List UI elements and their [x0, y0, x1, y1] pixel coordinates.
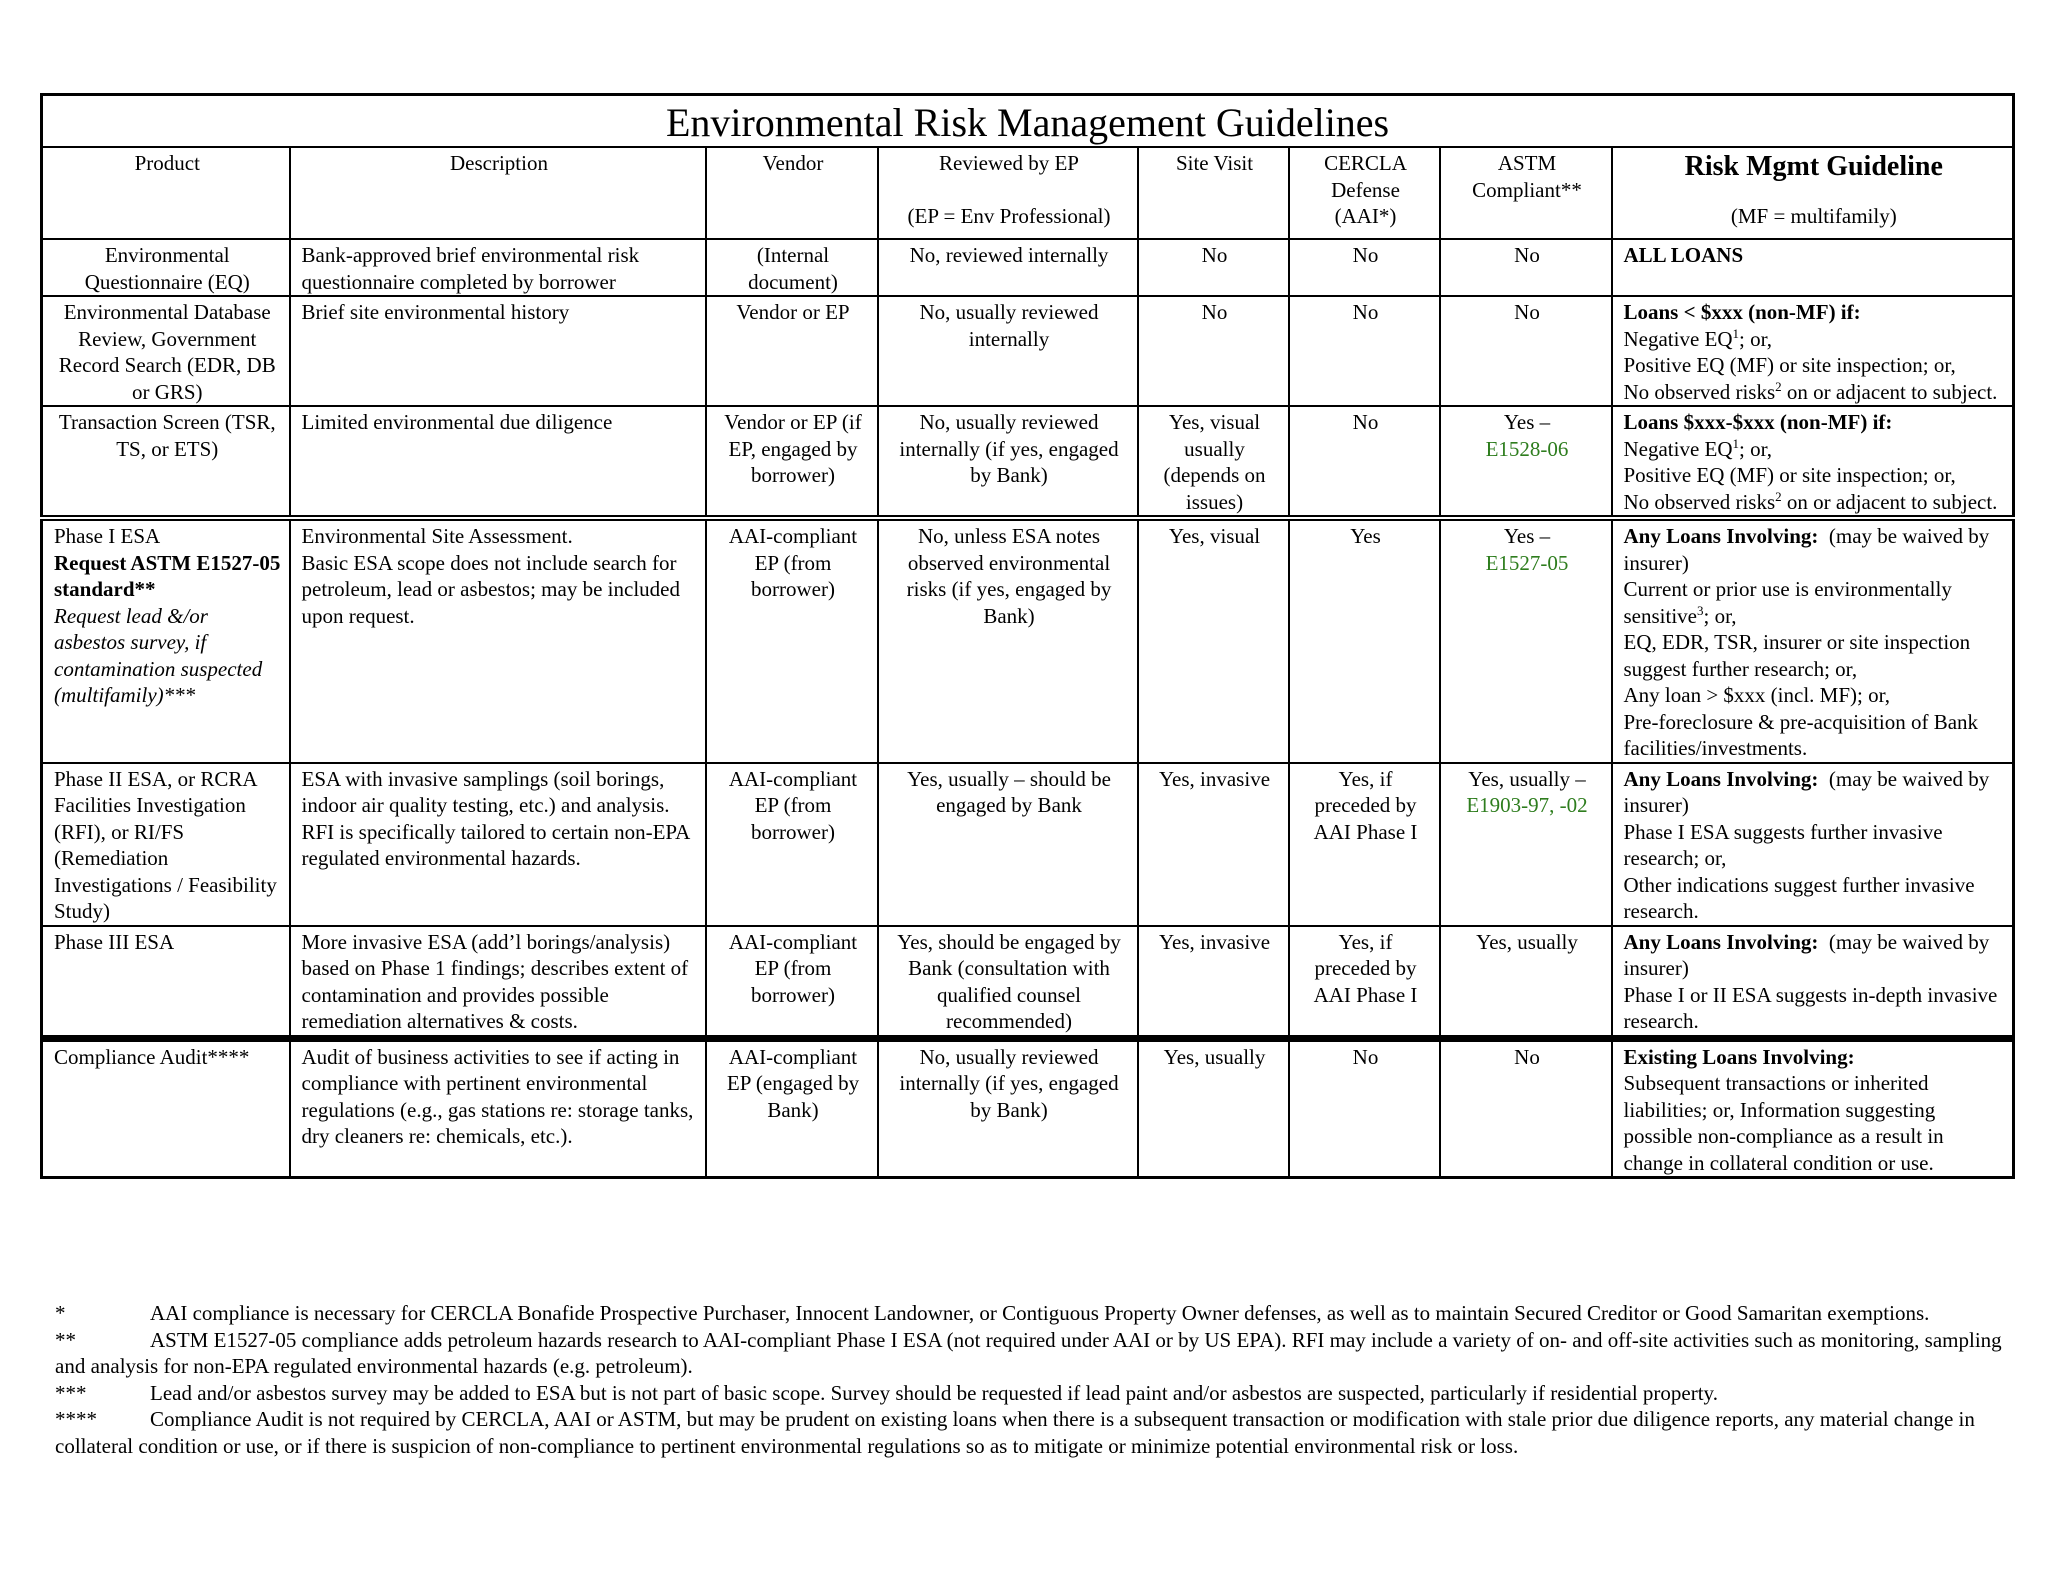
product-cell: Environmental Questionnaire (EQ) [42, 239, 290, 296]
description-cell: Brief site environmental history [290, 296, 706, 406]
footnote-mark: *** [55, 1380, 87, 1405]
table-row [42, 296, 2014, 406]
astm-cell: Yes – E1528-06 [1440, 406, 1612, 518]
astm-cell: No [1440, 1038, 1612, 1178]
table-row [42, 239, 2014, 296]
astm-standard: E1528-06 [1485, 436, 1569, 461]
vendor-cell: AAI-compliant EP (from borrower) [706, 926, 878, 1039]
footnote-mark: **** [55, 1407, 97, 1431]
header-product: Product [42, 147, 290, 239]
footnote [55, 1380, 2005, 1407]
footnote-mark: * [55, 1301, 66, 1325]
risk-cell: Loans < $xxx (non-MF) if: Negative $EQ^1$; or, Positive EQ (MF) or site inspection; or, No observed risks$^2$ on or adjacent to subject. [1612, 296, 2014, 406]
site-visit-cell: Yes, visual usually (depends on issues) [1138, 406, 1289, 518]
description-cell: ESA with invasive samplings (soil borings, indoor air quality testing, etc.) and analysis. RFI is specifically tailored to certain non-EPA regulated environmental hazards. [290, 763, 706, 926]
astm-standard: E1527-05 [1485, 550, 1569, 575]
footnote [55, 1327, 2005, 1380]
description-cell: Limited environmental due diligence [290, 406, 706, 518]
header-risk: Risk Mgmt Guideline (MF = multifamily) [1612, 147, 2014, 239]
page-title: Environmental Risk Management Guidelines [42, 95, 2014, 148]
description-cell: Environmental Site Assessment. Basic ESA scope does not include search for petroleum, lead or asbestos; may be included upon request. [290, 518, 706, 763]
vendor-cell: AAI-compliant EP (from borrower) [706, 518, 878, 763]
cercla-cell: Yes, if preceded by AAI Phase I [1289, 926, 1440, 1039]
footnote-text: Compliance Audit is not required by CERCLA, AAI or ASTM, but may be prudent on existing loans when there is a subsequent transaction or modification with stale prior due diligence reports, any material change in collateral condition or use, or if there is suspicion of non-compliance to pertinent environmental regulations so as to mitigate or minimize potential environmental risk or loss. [55, 1407, 1975, 1458]
reviewed-cell: No, usually reviewed internally (if yes, engaged by Bank) [878, 406, 1138, 518]
astm-cell: Yes – E1527-05 [1440, 518, 1612, 763]
astm-cell: Yes, usually – E1903-97, -02 [1440, 763, 1612, 926]
vendor-cell: Vendor or EP (if EP, engaged by borrower) [706, 406, 878, 518]
reviewed-cell: No, usually reviewed internally (if yes, engaged by Bank) [878, 1038, 1138, 1178]
description-cell: Bank-approved brief environmental risk questionnaire completed by borrower [290, 239, 706, 296]
guidelines-document [40, 93, 2012, 1179]
risk-cell: Loans $xxx-$xxx (non-MF) if: Negative $EQ^1$; or, Positive EQ (MF) or site inspection; or, No observed risks$^2$ on or adjacent to subject. [1612, 406, 2014, 518]
reviewed-cell: Yes, usually – should be engaged by Bank [878, 763, 1138, 926]
footnotes [55, 1300, 2005, 1459]
vendor-cell: AAI-compliant EP (from borrower) [706, 763, 878, 926]
vendor-cell: (Internal document) [706, 239, 878, 296]
footnote-mark: ** [55, 1327, 76, 1352]
reviewed-cell: No, unless ESA notes observed environmental risks (if yes, engaged by Bank) [878, 518, 1138, 763]
cercla-cell: No [1289, 406, 1440, 518]
header-reviewed: Reviewed by EP (EP = Env Professional) [878, 147, 1138, 239]
vendor-cell: Vendor or EP [706, 296, 878, 406]
astm-cell: No [1440, 296, 1612, 406]
description-cell: Audit of business activities to see if acting in compliance with pertinent environmental regulations (e.g., gas stations re: storage tanks, dry cleaners re: chemicals, etc.). [290, 1038, 706, 1178]
astm-cell: Yes, usually [1440, 926, 1612, 1039]
footnote-text: ASTM E1527-05 compliance adds petroleum hazards research to AAI-compliant Phase I ESA (not required under AAI or by US EPA). RFI may include a variety of on- and off-site activities such as monitoring, sampling and analysis for non-EPA regulated environmental hazards (e.g. petroleum). [55, 1327, 2002, 1378]
risk-cell: ALL LOANS [1612, 239, 2014, 296]
footnote [55, 1406, 2005, 1459]
cercla-cell: No [1289, 239, 1440, 296]
header-risk-note: (MF = multifamily) [1730, 203, 1897, 228]
header-description: Description [290, 147, 706, 239]
risk-cell: Existing Loans Involving: Subsequent transactions or inherited liabilities; or, Information suggesting possible non-compliance as a result in change in collateral condition or use. [1612, 1038, 2014, 1178]
site-visit-cell: Yes, invasive [1138, 926, 1289, 1039]
product-cell: Phase II ESA, or RCRA Facilities Investigation (RFI), or RI/FS (Remediation Investigations / Feasibility Study) [42, 763, 290, 926]
table-row [42, 1038, 2014, 1178]
site-visit-cell: Yes, usually [1138, 1038, 1289, 1178]
vendor-cell: AAI-compliant EP (engaged by Bank) [706, 1038, 878, 1178]
footnote [55, 1300, 2005, 1327]
header-astm: ASTM Compliant** [1440, 147, 1612, 239]
header-cercla: CERCLA Defense (AAI*) [1289, 147, 1440, 239]
reviewed-cell: Yes, should be engaged by Bank (consultation with qualified counsel recommended) [878, 926, 1138, 1039]
reviewed-cell: No, usually reviewed internally [878, 296, 1138, 406]
product-cell: Environmental Database Review, Government Record Search (EDR, DB or GRS) [42, 296, 290, 406]
site-visit-cell: No [1138, 239, 1289, 296]
table-row [42, 406, 2014, 518]
astm-standard: E1903-97, -02 [1466, 793, 1588, 817]
header-row [42, 147, 2014, 239]
site-visit-cell: No [1138, 296, 1289, 406]
risk-cell: Any Loans Involving: (may be waived by insurer) Current or prior use is environmentally sensitive$^3$; or, EQ, EDR, TSR, insurer or site inspection suggest further research; or, Any loan > $xxx (incl. MF); or, Pre-foreclosure & pre-acquisition of Bank facilities/investments. [1612, 518, 2014, 763]
cercla-cell: No [1289, 296, 1440, 406]
header-vendor: Vendor [706, 147, 878, 239]
reviewed-cell: No, reviewed internally [878, 239, 1138, 296]
product-cell: Compliance Audit**** [42, 1038, 290, 1178]
table-row [42, 763, 2014, 926]
guidelines-table [40, 93, 2015, 1179]
header-reviewed-note: (EP = Env Professional) [907, 203, 1111, 228]
cercla-cell: Yes [1289, 518, 1440, 763]
product-cell: Phase III ESA [42, 926, 290, 1039]
header-site-visit: Site Visit [1138, 147, 1289, 239]
description-cell: More invasive ESA (add’l borings/analysis) based on Phase 1 findings; describes extent of contamination and provides possible remediation alternatives & costs. [290, 926, 706, 1039]
cercla-cell: Yes, if preceded by AAI Phase I [1289, 763, 1440, 926]
product-cell: Transaction Screen (TSR, TS, or ETS) [42, 406, 290, 518]
cercla-cell: No [1289, 1038, 1440, 1178]
risk-cell: Any Loans Involving: (may be waived by insurer) Phase I or II ESA suggests in-depth invasive research. [1612, 926, 2014, 1039]
risk-cell: Any Loans Involving: (may be waived by insurer) Phase I ESA suggests further invasive research; or, Other indications suggest further invasive research. [1612, 763, 2014, 926]
table-row [42, 926, 2014, 1039]
footnote-text: Lead and/or asbestos survey may be added to ESA but is not part of basic scope. Survey should be requested if lead paint and/or asbestos are suspected, particularly if residential property. [150, 1380, 1718, 1405]
astm-cell: No [1440, 239, 1612, 296]
site-visit-cell: Yes, invasive [1138, 763, 1289, 926]
table-row [42, 518, 2014, 763]
footnote-text: AAI compliance is necessary for CERCLA Bonafide Prospective Purchaser, Innocent Landowner, or Contiguous Property Owner defenses, as well as to maintain Secured Creditor or Good Samaritan exemptions. [150, 1301, 1930, 1325]
site-visit-cell: Yes, visual [1138, 518, 1289, 763]
product-cell: Phase I ESA Request ASTM E1527-05 standard** Request lead &/or asbestos survey, if contamination suspected (multifamily)*** [42, 518, 290, 763]
